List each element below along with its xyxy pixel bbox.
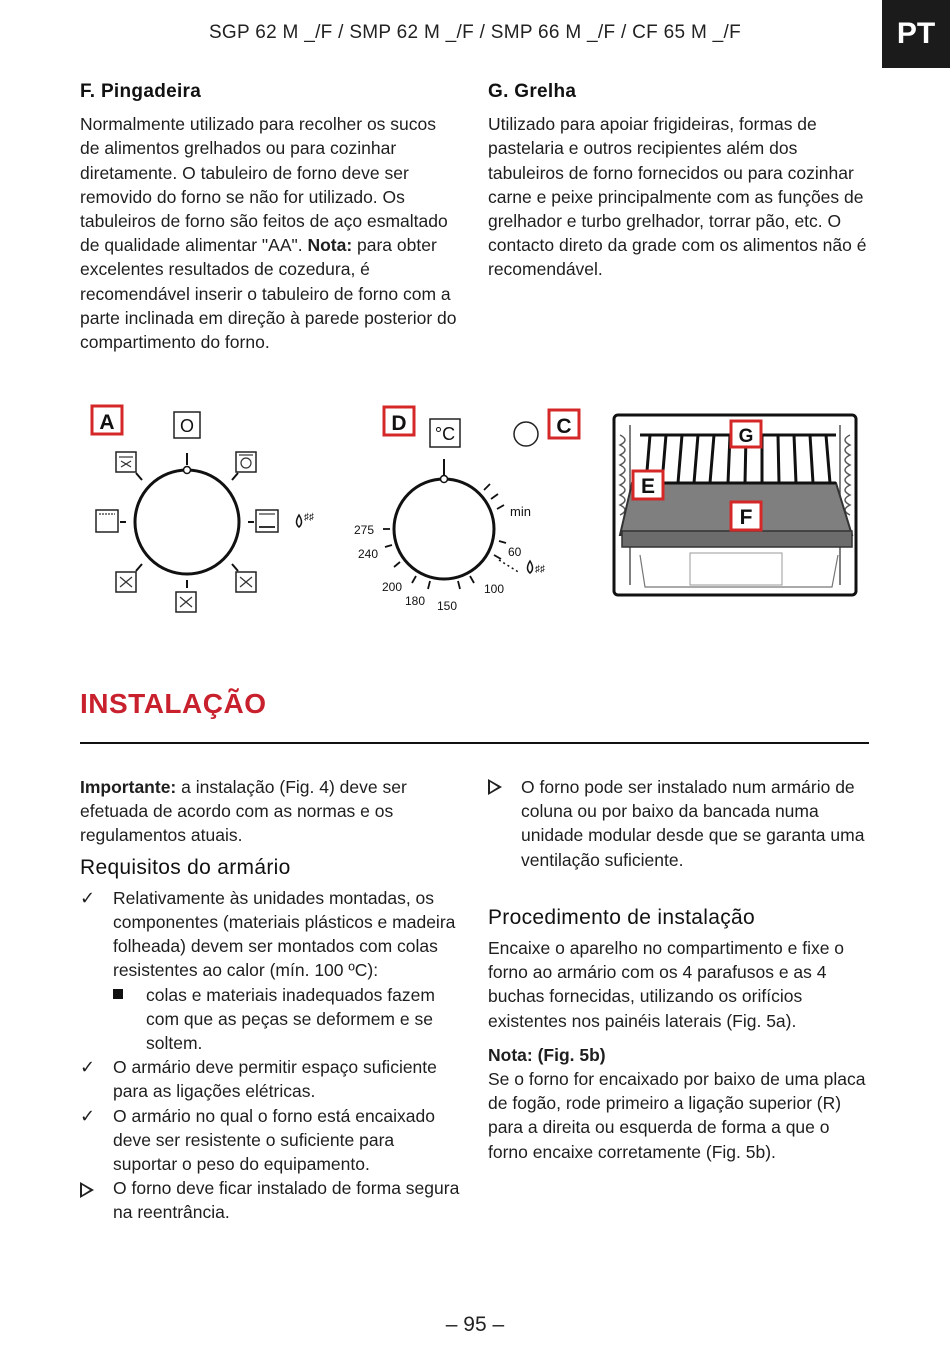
water-drop-icon-d <box>528 561 533 573</box>
bottom-heat-symbol-box <box>256 510 278 532</box>
section-f-note-text: para obter excelentes resultados de cozedura, é recomendável inserir o tabuleiro de forno com a parte inclinada em direção à parede posterior do compartimento do forno. <box>80 235 457 353</box>
triangle-bullet-icon <box>80 1180 94 1204</box>
section-f <box>80 80 460 354</box>
knob-d-top-symbol: °C <box>434 424 456 444</box>
list-item <box>80 1055 460 1103</box>
list-item <box>80 1104 460 1177</box>
section-f-note-label: Nota: <box>307 235 353 256</box>
temp-150: 150 <box>437 599 458 613</box>
knob-a-top-symbol: O <box>179 416 195 436</box>
section-f-text <box>80 112 460 354</box>
square-bullet-icon <box>113 989 123 999</box>
label-c: C <box>556 415 572 438</box>
check-icon: ✓ <box>80 887 96 908</box>
temp-60: 60 <box>508 545 522 559</box>
oven-diagrams-svg <box>0 395 950 635</box>
list-item <box>488 775 873 872</box>
oven-cavity-diagram <box>614 415 856 595</box>
install-right-column <box>488 775 873 1164</box>
right-list <box>488 775 873 872</box>
requirement-sublist <box>113 983 460 1056</box>
water-drop-icon <box>297 515 302 527</box>
label-e: E <box>640 475 656 498</box>
important-paragraph <box>80 775 460 848</box>
right-item-text: O forno pode ser instalado num armário de coluna ou por baixo da bancada numa unidade modular desde que se garanta uma ventilação suficiente. <box>521 777 865 870</box>
grill-fan-symbol-box <box>116 452 136 472</box>
section-divider <box>80 742 869 744</box>
label-f: F <box>739 506 753 529</box>
function-knob-diagram <box>92 406 314 612</box>
section-f-body: Normalmente utilizado para recolher os sucos de alimentos grelhados ou para cozinhar diretamente. O tabuleiro de forno deve ser removido do forno se não for utilizado. Os tabuleiros de forno são feitos de aço esmaltado de qualidade alimentar "AA". <box>80 114 448 256</box>
list-item <box>80 1176 460 1224</box>
label-g: G <box>738 426 754 447</box>
oven-figures <box>0 395 950 635</box>
triangle-bullet-icon <box>488 777 502 801</box>
procedure-title: Procedimento de instalação <box>488 905 755 929</box>
temp-275: 275 <box>354 523 375 537</box>
section-g <box>488 80 873 282</box>
section-g-text: Utilizado para apoiar frigideiras, formas de pastelaria e outros recipientes além dos tabuleiros de forno fornecidos ou para cozinhar carne e peixe principalmente com as funções de grelhador e turbo grelhador, torrar pão, etc. O contacto direto da grade com os alimentos não é recomendável. <box>488 114 867 280</box>
check-icon: ✓ <box>80 1057 96 1078</box>
sublist-item <box>113 983 460 1056</box>
list-item <box>80 886 460 1055</box>
requirement-text-3: O armário no qual o forno está encaixado deve ser resistente o suficiente para suportar o peso do equipamento. <box>113 1105 435 1175</box>
important-label: Importante: <box>80 777 177 797</box>
steam-symbol-a: ♯♯ <box>304 512 314 523</box>
requirement-text-2: O armário deve permitir espaço suficiente para as ligações elétricas. <box>113 1057 437 1102</box>
knob-d-indicator <box>441 476 448 483</box>
requirements-title: Requisitos do armário <box>80 855 291 879</box>
procedure-text: Encaixe o aparelho no compartimento e fixe o forno ao armário com os 4 parafusos e as 4 buchas fornecidas, utilizando os orifícios existentes nos painéis laterais (Fig. 5a). <box>488 938 845 1031</box>
requirement-subtext: colas e materiais inadequados fazem com que as peças se deformem e se soltem. <box>146 984 435 1054</box>
note-text: Se o forno for encaixado por baixo de uma placa de fogão, rode primeiro a ligação superior (R) para a direita ou esquerda de forma a que o forno encaixe corretamente (Fig. 5b). <box>488 1069 866 1162</box>
label-a: A <box>99 411 115 434</box>
temp-180: 180 <box>405 594 426 608</box>
section-g-title: G. Grelha <box>488 81 577 102</box>
requirement-text-4: O forno deve ficar instalado de forma segura na reentrância. <box>113 1178 460 1223</box>
min-label: min <box>510 504 531 519</box>
install-left-column <box>80 775 460 1225</box>
model-header: SGP 62 M _/F / SMP 62 M _/F / SMP 66 M _/F / CF 65 M _/F <box>208 22 742 43</box>
indicator-lamp-diagram <box>514 410 579 446</box>
knob-d-dial <box>394 479 494 579</box>
language-tab: PT <box>882 0 950 68</box>
temp-240: 240 <box>358 547 379 561</box>
important-text: a instalação (Fig. 4) deve ser efetuada de acordo com as normas e os regulamentos atuais. <box>80 777 407 846</box>
requirements-list <box>80 886 460 1225</box>
page-number: – 95 – <box>445 1313 505 1336</box>
steam-symbol-d: ♯♯ <box>535 564 545 575</box>
indicator-lamp <box>514 422 538 446</box>
knob-a-dial <box>135 470 239 574</box>
installation-title: INSTALAÇÃO <box>80 688 267 719</box>
label-d: D <box>391 412 407 435</box>
temp-100: 100 <box>484 582 505 596</box>
check-icon: ✓ <box>80 1105 96 1126</box>
temp-200: 200 <box>382 580 403 594</box>
knob-a-indicator <box>184 467 191 474</box>
static-symbol-box <box>96 510 118 532</box>
note-title: Nota: (Fig. 5b) <box>488 1044 606 1065</box>
section-f-title: F. Pingadeira <box>80 81 202 102</box>
requirement-text-1: Relativamente às unidades montadas, os componentes (materiais plásticos e madeira folheada) devem ser montados com colas resistentes ao calor (mín. 100 ºC): <box>113 887 456 981</box>
